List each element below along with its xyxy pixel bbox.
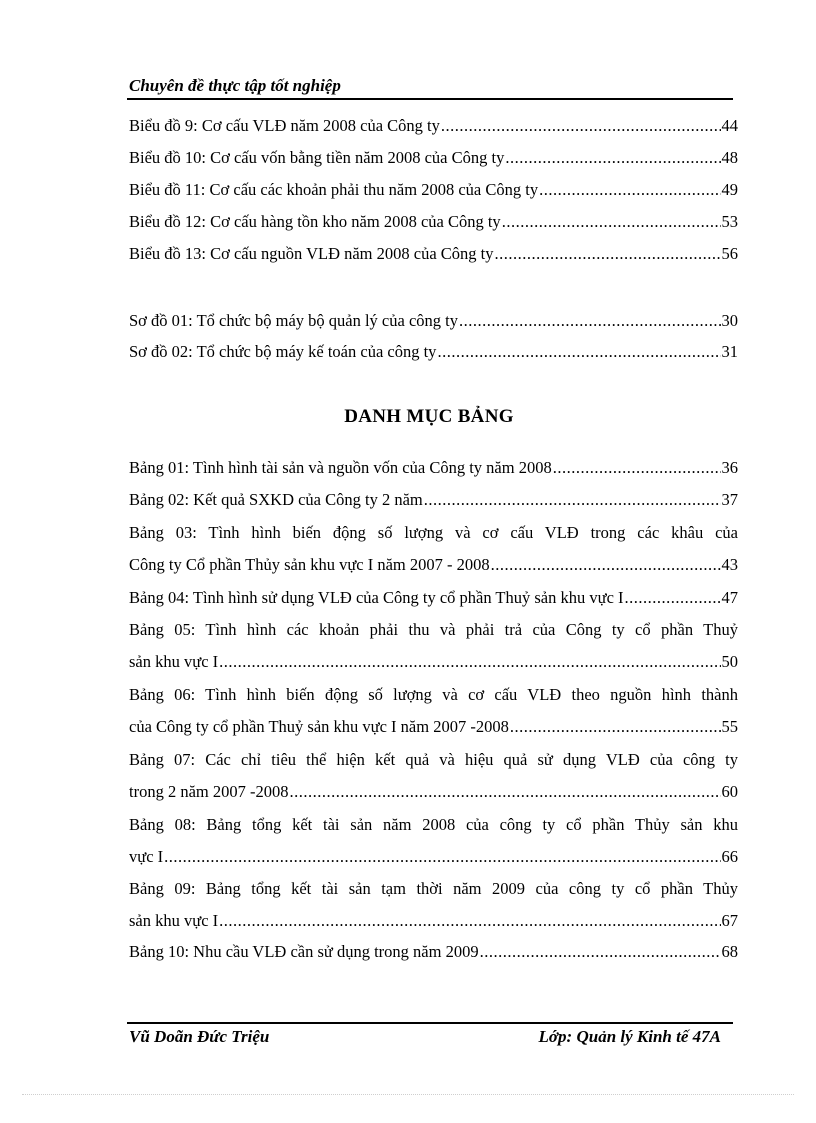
- footer-class: Lớp: Quản lý Kinh tế 47A: [538, 1027, 721, 1046]
- toc-entry-table-08: [129, 815, 738, 867]
- toc-label: Bảng 01: Tình hình tài sản và nguồn vốn của Công ty năm 2008: [129, 458, 552, 477]
- dot-leader: [491, 555, 721, 575]
- toc-entry-table-06: [129, 685, 738, 737]
- toc-entry-diagram-02: [129, 342, 738, 362]
- toc-page: 53: [721, 212, 738, 231]
- toc-label-line1: Bảng 05: Tình hình các khoản phải thu và phải trả của Công ty cổ phần Thuỷ: [129, 620, 738, 639]
- dot-leader: [219, 911, 720, 931]
- toc-entry-table-01: [129, 458, 738, 478]
- footer-rule: [127, 1022, 733, 1024]
- toc-label: Bảng 10: Nhu cầu VLĐ cần sử dụng trong năm 2009: [129, 942, 479, 961]
- toc-page: 47: [721, 588, 738, 607]
- toc-label: Bảng 02: Kết quả SXKD của Công ty 2 năm: [129, 490, 423, 509]
- toc-page: 67: [721, 911, 738, 930]
- dot-leader: [424, 490, 721, 510]
- dot-leader: [219, 652, 720, 672]
- toc-entry-diagram-01: [129, 311, 738, 331]
- toc-page: 30: [721, 311, 738, 330]
- toc-page: 50: [721, 652, 738, 671]
- header-rule: [127, 98, 733, 100]
- toc-label-line2: vực I: [129, 847, 164, 866]
- toc-entry-chart-12: [129, 212, 738, 232]
- toc-label-line2: trong 2 năm 2007 -2008: [129, 782, 289, 801]
- dot-leader: [539, 180, 720, 200]
- toc-page: 68: [721, 942, 738, 961]
- toc-label-line1: Bảng 03: Tình hình biến động số lượng và cơ cấu VLĐ trong các khâu của: [129, 523, 738, 542]
- dot-leader: [505, 148, 720, 168]
- toc-entry-table-05: [129, 620, 738, 672]
- toc-entry-table-04: [129, 588, 738, 608]
- section-title-tables: DANH MỤC BẢNG: [344, 406, 514, 427]
- toc-page: 36: [721, 458, 738, 477]
- toc-page: 56: [721, 244, 738, 263]
- toc-label: Biểu đồ 9: Cơ cấu VLĐ năm 2008 của Công ty: [129, 116, 440, 135]
- toc-label-line1: Bảng 09: Bảng tổng kết tài sản tạm thời năm 2009 của công ty cổ phần Thủy: [129, 879, 738, 898]
- dot-leader: [625, 588, 721, 608]
- dot-leader: [459, 311, 721, 331]
- toc-entry-table-09: [129, 879, 738, 931]
- toc-label: Sơ đồ 01: Tổ chức bộ máy bộ quản lý của công ty: [129, 311, 458, 330]
- toc-entry-chart-10: [129, 148, 738, 168]
- dot-leader: [510, 717, 721, 737]
- page-bottom-border: [22, 1094, 794, 1095]
- toc-page: 66: [721, 847, 738, 866]
- toc-entry-table-02: [129, 490, 738, 510]
- dot-leader: [495, 244, 721, 264]
- toc-label: Biểu đồ 12: Cơ cấu hàng tồn kho năm 2008 của Công ty: [129, 212, 501, 231]
- toc-page: 37: [721, 490, 738, 509]
- dot-leader: [437, 342, 720, 362]
- dot-leader: [289, 782, 720, 802]
- toc-page: 49: [721, 180, 738, 199]
- toc-label-line2: của Công ty cổ phần Thuỷ sản khu vực I năm 2007 -2008: [129, 717, 509, 736]
- toc-entry-chart-13: [129, 244, 738, 264]
- dot-leader: [553, 458, 721, 478]
- toc-entry-chart-9: [129, 116, 738, 136]
- toc-page: 55: [721, 717, 738, 736]
- toc-label-line2: sản khu vực I: [129, 652, 219, 671]
- toc-page: 43: [721, 555, 738, 574]
- toc-label-line1: Bảng 07: Các chỉ tiêu thể hiện kết quả và hiệu quả sử dụng VLĐ của công ty: [129, 750, 738, 769]
- toc-label: Biểu đồ 11: Cơ cấu các khoản phải thu năm 2008 của Công ty: [129, 180, 539, 199]
- toc-page: 44: [721, 116, 738, 135]
- toc-page: 31: [721, 342, 738, 361]
- dot-leader: [480, 942, 721, 962]
- dot-leader: [164, 847, 720, 867]
- toc-label: Bảng 04: Tình hình sử dụng VLĐ của Công ty cổ phần Thuỷ sản khu vực I: [129, 588, 624, 607]
- toc-label: Biểu đồ 10: Cơ cấu vốn bằng tiền năm 2008 của Công ty: [129, 148, 505, 167]
- toc-page: 48: [721, 148, 738, 167]
- dot-leader: [441, 116, 721, 136]
- toc-label: Biểu đồ 13: Cơ cấu nguồn VLĐ năm 2008 của Công ty: [129, 244, 494, 263]
- toc-label: Sơ đồ 02: Tổ chức bộ máy kế toán của công ty: [129, 342, 437, 361]
- toc-label-line2: Công ty Cổ phần Thủy sản khu vực I năm 2007 - 2008: [129, 555, 490, 574]
- toc-label-line1: Bảng 06: Tình hình biến động số lượng và cơ cấu VLĐ theo nguồn hình thành: [129, 685, 738, 704]
- toc-label-line1: Bảng 08: Bảng tổng kết tài sản năm 2008 của công ty cổ phần Thủy sản khu: [129, 815, 738, 834]
- dot-leader: [502, 212, 721, 232]
- toc-entry-table-07: [129, 750, 738, 802]
- footer-author: Vũ Doãn Đức Triệu: [129, 1027, 270, 1046]
- toc-entry-table-03: [129, 523, 738, 575]
- toc-entry-chart-11: [129, 180, 738, 200]
- toc-entry-table-10: [129, 942, 738, 962]
- header-title: Chuyên đề thực tập tốt nghiệp: [129, 76, 341, 95]
- toc-page: 60: [721, 782, 738, 801]
- toc-label-line2: sản khu vực I: [129, 911, 219, 930]
